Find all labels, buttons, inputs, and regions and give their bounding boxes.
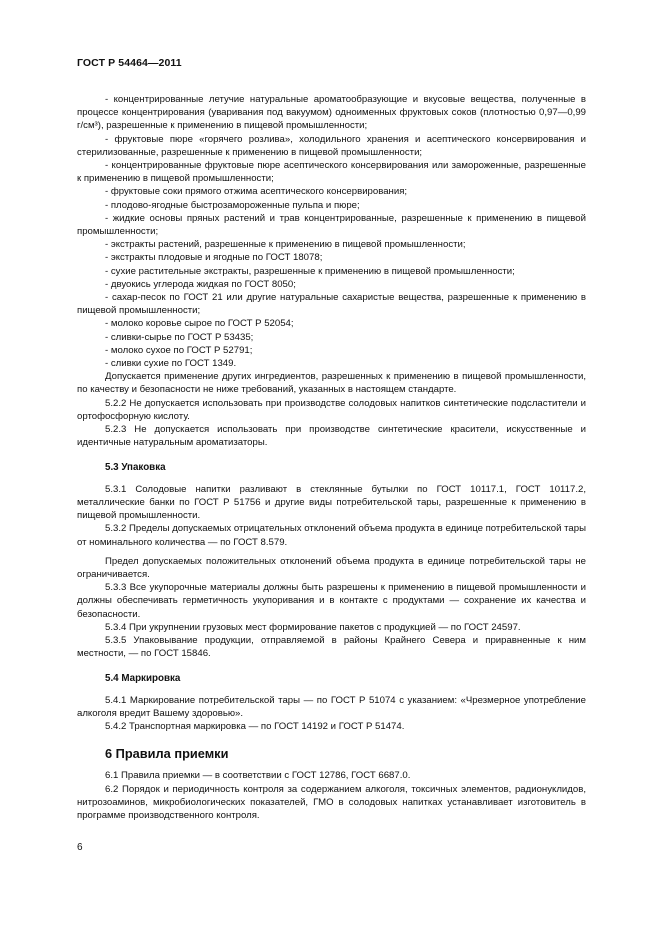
list-item: - фруктовые соки прямого отжима асептического консервирования; (105, 186, 408, 198)
list-item: - сухие растительные экстракты, разрешенные к применению в пищевой промышленности; (105, 265, 515, 277)
list-item: - плодово-ягодные быстрозамороженные пульпа и пюре; (105, 199, 360, 211)
paragraph: 5.4.2 Транспортная маркировка — по ГОСТ 14192 и ГОСТ Р 51474. (105, 720, 405, 732)
list-item: - экстракты плодовые и ягодные по ГОСТ 18078; (105, 252, 323, 264)
list-item: - жидкие основы пряных растений и трав концентрированные, разрешенные к применению в пищевой промышленности; (77, 212, 586, 238)
list-item: - сахар-песок по ГОСТ 21 или другие натуральные сахаристые вещества, разрешенные к применению в пищевой промышленности; (77, 292, 586, 317)
list-item: - двуокись углерода жидкая по ГОСТ 8050; (105, 278, 296, 290)
paragraph: Предел допускаемых положительных отклонений объема продукта в единице потребительской тары не ограничивается. (77, 555, 586, 580)
list-item: - сливки сухие по ГОСТ 1349. (105, 358, 237, 370)
paragraph: 5.4.1 Маркирование потребительской тары — по ГОСТ Р 51074 с указанием: «Чрезмерное употребление алкоголя вредит Вашему здоровью». (77, 694, 586, 719)
paragraph: Допускается применение других ингредиентов, разрешенных к применению в пищевой промышленности, по качеству и безопасности не ниже требований, указанных в настоящем стандарте. (77, 371, 586, 396)
list-item: - молоко сухое по ГОСТ Р 52791; (105, 344, 253, 356)
section-heading-6: 6 Правила приемки (105, 746, 229, 762)
document-body (77, 93, 586, 822)
paragraph: 6.2 Порядок и периодичность контроля за содержанием алкоголя, токсичных элементов, радионуклидов, нитрозоаминов, микробиологических показателей, ГМО в солодовых напитках устанавливает изготовитель в программе производственного контроля. (77, 783, 586, 821)
paragraph: 5.3.1 Солодовые напитки разливают в стеклянные бутылки по ГОСТ 10117.1, ГОСТ 10117.2, металлические банки по ГОСТ Р 51756 и другие виды потребительской тары, разрешенные к применению в пищевой промышленности. (77, 483, 586, 522)
list-item: - фруктовые пюре «горячего розлива», холодильного хранения и асептического консервирования и стерилизованные, разрешенные к применению в пищевой промышленности; (77, 133, 586, 158)
section-heading-5-3: 5.3 Упаковка (105, 462, 166, 474)
list-item: - молоко коровье сырое по ГОСТ Р 52054; (105, 318, 294, 330)
page-number: 6 (77, 842, 83, 853)
list-item: - экстракты растений, разрешенные к применению в пищевой промышленности; (105, 239, 466, 251)
paragraph: 6.1 Правила приемки — в соответствии с ГОСТ 12786, ГОСТ 6687.0. (105, 770, 411, 782)
paragraph: 5.2.3 Не допускается использовать при производстве синтетические красители, искусственные и идентичные натуральным ароматизаторы. (77, 424, 586, 449)
paragraph: 5.3.2 Пределы допускаемых отрицательных отклонений объема продукта в единице потребительской тары от номинального количества — по ГОСТ 8.579. (77, 523, 586, 548)
paragraph: 5.2.2 Не допускается использовать при производстве солодовых напитков синтетические подсластители и ортофосфорную кислоту. (77, 397, 586, 422)
list-item: - концентрированные фруктовые пюре асептического консервирования или замороженные, разрешенные к применению в пищевой промышленности; (77, 160, 586, 185)
section-heading-5-4: 5.4 Маркировка (105, 673, 181, 685)
paragraph: 5.3.5 Упаковывание продукции, отправляемой в районы Крайнего Севера и приравненные к ним местности, — по ГОСТ 15846. (77, 634, 586, 660)
list-item: - концентрированные летучие натуральные ароматообразующие и вкусовые вещества, полученные в процессе концентрирования (уваривания под вакуумом) одноименных фруктовых соков (плотностью 0,97—0,99 г/см³), разрешенные к применению в пищевой промышленности; (77, 94, 586, 132)
paragraph: 5.3.3 Все укупорочные материалы должны быть разрешены к применению в пищевой промышленности и должны обеспечивать герметичность укупоривания и в контакте с продуктами — сохранение их качества и безопасности. (77, 582, 586, 620)
standard-header: ГОСТ Р 54464—2011 (77, 57, 182, 69)
paragraph: 5.3.4 При укрупнении грузовых мест формирование пакетов с продукцией — по ГОСТ 24597. (105, 621, 521, 633)
list-item: - сливки-сырье по ГОСТ Р 53435; (105, 331, 254, 343)
